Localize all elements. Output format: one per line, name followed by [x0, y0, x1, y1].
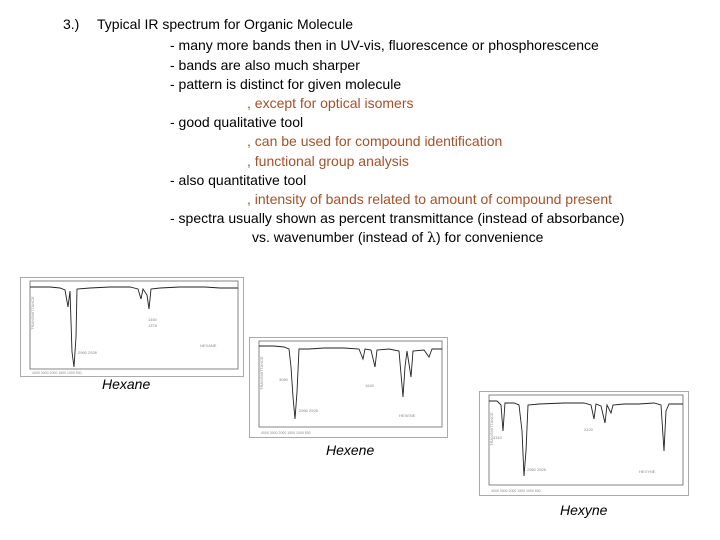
hexene-spectrum-plot: [249, 337, 448, 438]
wavenumber-text-before: vs. wavenumber (instead of: [252, 229, 428, 245]
svg-text:2120: 2120: [584, 427, 593, 432]
svg-text:1378: 1378: [148, 323, 157, 328]
svg-text:TRANSMITTANCE: TRANSMITTANCE: [259, 356, 264, 390]
svg-text:4000 3000 2000 1500: 4000 3000 2000 1500 1000 500: [491, 489, 541, 493]
svg-text:TRANSMITTANCE: TRANSMITTANCE: [489, 412, 494, 446]
hexane-label: Hexane: [102, 376, 151, 392]
bullet-transmittance: - spectra usually shown as percent transmittance (instead of absorbance): [170, 210, 625, 226]
hexyne-spectrum-plot: [479, 391, 689, 496]
bullet-sharper: - bands are also much sharper: [170, 57, 360, 73]
heading-number: 3.): [63, 16, 80, 32]
svg-text:4000 3000 2000 1500: 4000 3000 2000 1500 1000 500: [261, 431, 311, 435]
sub-identification: , can be used for compound identification: [247, 133, 503, 149]
hexane-spectrum-plot: [20, 277, 244, 377]
sub-optical-isomers: , except for optical isomers: [247, 95, 414, 111]
wavenumber-text-after: ) for convenience: [435, 229, 544, 245]
svg-text:1640: 1640: [365, 383, 374, 388]
heading-title: Typical IR spectrum for Organic Molecule: [97, 16, 353, 32]
sub-functional-group: , functional group analysis: [247, 153, 409, 169]
svg-text:2960 2926: 2960 2926: [78, 350, 97, 355]
line-wavenumber: [252, 229, 543, 246]
svg-text:HEXYNE: HEXYNE: [639, 469, 656, 474]
hexene-label: Hexene: [326, 442, 375, 458]
hexyne-spectrum: [479, 391, 689, 496]
bullet-distinct: - pattern is distinct for given molecule: [170, 76, 402, 92]
svg-text:2960 2926: 2960 2926: [527, 467, 546, 472]
hexene-spectrum: [249, 337, 448, 438]
bullet-qualitative: - good qualitative tool: [170, 114, 304, 130]
svg-text:2960 2926: 2960 2926: [299, 408, 318, 413]
hexyne-label: Hexyne: [560, 502, 608, 518]
svg-text:4000 3000 2000 1500: 4000 3000 2000 1500 1000 500: [32, 371, 82, 375]
svg-text:3310: 3310: [493, 435, 502, 440]
svg-text:1460: 1460: [148, 317, 157, 322]
bullet-quantitative: - also quantitative tool: [170, 172, 307, 188]
hexane-spectrum: [20, 277, 244, 377]
svg-text:TRANSMITTANCE: TRANSMITTANCE: [30, 296, 35, 330]
svg-text:3080: 3080: [279, 377, 288, 382]
svg-text:HEXENE: HEXENE: [399, 413, 416, 418]
sub-intensity: , intensity of bands related to amount of compound present: [247, 191, 613, 207]
bullet-many-bands: - many more bands then in UV-vis, fluorescence or phosphorescence: [170, 37, 599, 53]
svg-text:HEXANE: HEXANE: [200, 343, 217, 348]
lambda-symbol: λ: [427, 230, 436, 246]
